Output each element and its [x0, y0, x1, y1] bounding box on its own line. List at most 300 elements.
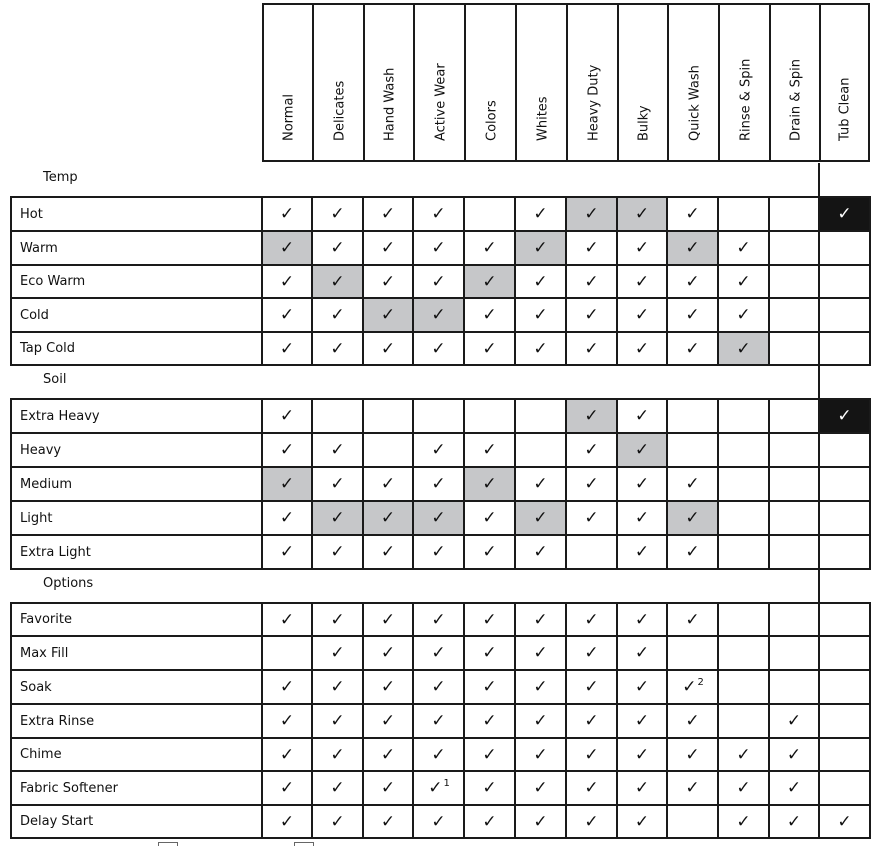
check-mark-icon: ✓: [533, 677, 548, 697]
table-cell: [516, 604, 565, 635]
table-cell: [414, 536, 463, 568]
check-mark-icon: ✓: [584, 440, 599, 460]
check-mark-icon: ✓: [330, 508, 345, 528]
check-mark-icon: ✓: [431, 811, 446, 832]
check-mark-icon: ✓: [584, 238, 599, 258]
check-mark-icon: ✓: [533, 744, 548, 765]
table-cell: [820, 198, 869, 230]
table-cell: [364, 266, 412, 297]
table-cell: [414, 739, 463, 770]
check-mark-icon: ✓: [431, 643, 446, 663]
check-mark-icon: ✓: [431, 305, 446, 325]
check-mark-icon: ✓: [634, 271, 650, 292]
table-cell: [516, 806, 565, 837]
check-mark-icon: ✓: [584, 474, 599, 494]
table-cell: [263, 772, 311, 804]
table-cell: [668, 772, 717, 804]
column-header: [617, 3, 669, 162]
table-cell: [414, 266, 463, 297]
column-header-label: Quick Wash: [687, 65, 702, 141]
table-cell: [516, 671, 565, 703]
table-cell: [263, 468, 311, 500]
table-cell: [820, 299, 869, 331]
row-label: Heavy: [20, 442, 62, 458]
table-cell: [364, 333, 412, 364]
table-cell: [820, 739, 869, 770]
check-mark-icon: ✓: [380, 778, 396, 798]
check-mark-icon: ✓: [380, 508, 396, 528]
row-label: Medium: [20, 476, 72, 492]
check-mark-icon: ✓: [330, 338, 345, 359]
table-cell: [668, 739, 717, 770]
table-cell: [668, 637, 717, 669]
check-mark-icon: ✓: [584, 711, 599, 731]
table-cell: [313, 806, 362, 837]
table-cell: [263, 604, 311, 635]
check-mark-icon: ✓: [279, 778, 295, 798]
check-mark-icon: ✓: [380, 204, 396, 224]
check-mark-icon: ✓: [279, 305, 295, 325]
check-mark-icon: ✓: [685, 542, 700, 562]
check-mark-icon: ✓: [482, 643, 497, 663]
table-cell: [567, 502, 616, 534]
table-cell: [618, 806, 666, 837]
column-header-label: Normal: [281, 93, 297, 141]
section-title: Temp: [43, 170, 78, 185]
column-header-label: Tub Clean: [837, 77, 852, 141]
table-cell: [414, 637, 463, 669]
check-mark-icon: ✓: [482, 677, 497, 697]
table-cell: [719, 671, 768, 703]
table-cell: [414, 333, 463, 364]
table-cell: [719, 266, 768, 297]
table-cell: [516, 637, 565, 669]
check-mark-icon: ✓: [431, 677, 446, 697]
table-cell: [364, 232, 412, 264]
table-cell: [414, 468, 463, 500]
table-cell: [516, 198, 565, 230]
check-mark-icon: ✓: [685, 508, 700, 528]
column-divider: [869, 398, 871, 570]
column-header: [667, 3, 720, 162]
table-cell: [618, 536, 666, 568]
check-mark-icon: ✓: [482, 542, 497, 562]
table-cell: [618, 739, 666, 770]
check-mark-icon: ✓: [431, 474, 446, 494]
column-header: [464, 3, 517, 162]
table-cell: [618, 468, 666, 500]
table-cell: [414, 232, 463, 264]
table-cell: [263, 671, 311, 703]
check-mark-icon: ✓: [330, 811, 345, 832]
table-cell: [668, 705, 717, 737]
column-divider: [818, 569, 820, 603]
column-header-label: Drain & Spin: [788, 59, 804, 141]
table-cell: [668, 806, 717, 837]
row-label: Eco Warm: [20, 274, 86, 289]
check-mark-icon: ✓: [330, 204, 345, 224]
table-cell: [567, 536, 616, 568]
row-label: Warm: [20, 240, 58, 256]
check-mark-icon: ✓: [431, 204, 446, 224]
table-cell: [414, 806, 463, 837]
check-mark-icon: ✓: [685, 238, 700, 258]
table-cell: [263, 299, 311, 331]
row-label: Extra Heavy: [20, 408, 100, 424]
table-cell: [719, 536, 768, 568]
check-mark-icon: ✓: [584, 643, 599, 663]
check-mark-icon: ✓: [736, 811, 751, 832]
check-mark-icon: ✓: [533, 271, 548, 292]
table-cell: [618, 772, 666, 804]
check-mark-icon: ✓: [533, 711, 548, 731]
check-mark-icon: ✓: [428, 778, 443, 798]
table-cell: [719, 333, 768, 364]
table-cell: [719, 637, 768, 669]
table-cell: [719, 468, 768, 500]
table-cell: [770, 772, 818, 804]
check-mark-icon: ✓: [380, 542, 396, 562]
table-cell: [313, 400, 362, 432]
check-mark-icon: ✓: [584, 609, 599, 630]
check-mark-icon: ✓: [380, 609, 396, 630]
table-cell: [618, 705, 666, 737]
check-mark-icon: ✓: [736, 305, 751, 325]
check-mark-icon: ✓: [634, 542, 650, 562]
table-cell: [770, 266, 818, 297]
column-header-label: Delicates: [332, 80, 347, 141]
check-mark-icon: ✓: [736, 238, 751, 258]
check-mark-icon: ✓: [279, 406, 295, 426]
table-cell: [263, 434, 311, 466]
column-header-label: Heavy Duty: [586, 64, 601, 141]
check-mark-icon: ✓: [330, 609, 345, 630]
check-mark-icon: ✓: [482, 744, 497, 765]
check-mark-icon: ✓: [736, 271, 751, 292]
check-mark-icon: ✓: [330, 542, 345, 562]
column-header-label: Rinse & Spin: [738, 58, 753, 141]
table-cell: [668, 198, 717, 230]
table-cell: [770, 536, 818, 568]
check-mark-icon: ✓: [634, 204, 650, 224]
check-mark-icon: ✓: [380, 474, 396, 494]
cropped-checkbox-icon: [158, 842, 178, 846]
table-cell: [719, 739, 768, 770]
table-cell: [313, 468, 362, 500]
table-cell: [263, 198, 311, 230]
row-label: Light: [20, 510, 53, 526]
check-mark-icon: ✓: [533, 811, 548, 832]
table-cell: [313, 232, 362, 264]
check-mark-icon: ✓: [634, 677, 650, 697]
check-mark-icon: ✓: [431, 711, 446, 731]
check-mark-icon: ✓: [482, 271, 497, 292]
check-mark-icon: ✓: [279, 271, 295, 292]
check-mark-icon: ✓: [279, 440, 295, 460]
table-cell: [465, 772, 514, 804]
column-header: [515, 3, 568, 162]
table-cell: [567, 232, 616, 264]
table-cell: [668, 400, 717, 432]
table-cell: [263, 333, 311, 364]
check-mark-icon: ✓: [279, 711, 295, 731]
table-cell: [820, 806, 869, 837]
table-cell: [364, 739, 412, 770]
table-cell: [313, 434, 362, 466]
table-cell: [364, 604, 412, 635]
check-mark-icon: ✓: [685, 305, 700, 325]
table-cell: [567, 299, 616, 331]
table-cell: [364, 772, 412, 804]
section-title: Soil: [43, 372, 67, 387]
table-cell: [820, 705, 869, 737]
table-cell: [263, 806, 311, 837]
table-cell: [770, 604, 818, 635]
table-cell: [567, 434, 616, 466]
table-cell: [313, 604, 362, 635]
table-cell: [770, 299, 818, 331]
table-cell: [263, 536, 311, 568]
table-cell: [618, 671, 666, 703]
table-cell: [618, 637, 666, 669]
check-mark-icon: ✓: [533, 305, 548, 325]
check-mark-icon: ✓: [584, 508, 599, 528]
table-cell: [719, 400, 768, 432]
check-mark-icon: ✓: [736, 778, 751, 798]
table-cell: [516, 266, 565, 297]
check-mark-icon: ✓: [533, 238, 548, 258]
check-mark-icon: ✓: [634, 338, 650, 359]
column-divider: [869, 196, 871, 366]
check-mark-icon: ✓: [482, 305, 497, 325]
check-mark-icon: ✓: [279, 204, 295, 224]
table-cell: [770, 705, 818, 737]
check-mark-icon: ✓: [431, 440, 446, 460]
check-mark-icon: ✓: [431, 744, 446, 765]
table-cell: [465, 299, 514, 331]
footnote-marker: 1: [443, 777, 450, 789]
row-label: Max Fill: [20, 645, 69, 661]
check-mark-icon: ✓: [380, 338, 396, 359]
table-cell: [516, 705, 565, 737]
column-header: [413, 3, 466, 162]
table-cell: [820, 637, 869, 669]
table-cell: [414, 671, 463, 703]
column-header: [769, 3, 821, 162]
table-cell: [618, 232, 666, 264]
table-cell: [770, 434, 818, 466]
check-mark-icon: ✓: [380, 305, 396, 325]
check-mark-icon: ✓: [533, 643, 548, 663]
table-cell: [516, 434, 565, 466]
table-cell: [719, 772, 768, 804]
table-cell: [719, 434, 768, 466]
table-cell: [516, 468, 565, 500]
check-mark-icon: ✓: [634, 508, 650, 528]
table-cell: [820, 333, 869, 364]
check-mark-icon: ✓: [431, 508, 446, 528]
section-title: Options: [43, 576, 94, 591]
check-mark-icon: ✓: [533, 778, 548, 798]
check-mark-icon: ✓: [330, 677, 345, 697]
check-mark-icon: ✓: [837, 204, 852, 224]
check-mark-icon: ✓: [482, 609, 497, 630]
table-cell: [364, 299, 412, 331]
table-cell: [820, 671, 869, 703]
table-cell: [263, 705, 311, 737]
table-cell: [313, 772, 362, 804]
check-mark-icon: ✓: [584, 744, 599, 765]
table-cell: [516, 333, 565, 364]
check-mark-icon: ✓: [431, 238, 446, 258]
column-header-label: Colors: [484, 100, 499, 141]
check-mark-icon: ✓: [482, 338, 497, 359]
check-mark-icon: ✓: [736, 338, 751, 359]
check-mark-icon: ✓: [685, 744, 700, 765]
check-mark-icon: ✓: [330, 711, 345, 731]
table-cell: [820, 604, 869, 635]
check-mark-icon: ✓: [330, 238, 345, 258]
table-cell: [820, 536, 869, 568]
row-label: Fabric Softener: [20, 780, 118, 796]
table-cell: [364, 434, 412, 466]
table-cell: [668, 434, 717, 466]
check-mark-icon: ✓: [685, 338, 700, 359]
check-mark-icon: ✓: [584, 811, 599, 832]
table-cell: [618, 198, 666, 230]
check-mark-icon: ✓: [482, 238, 497, 258]
table-cell: [567, 705, 616, 737]
table-cell: [668, 299, 717, 331]
check-mark-icon: ✓: [279, 508, 295, 528]
table-cell: [567, 772, 616, 804]
check-mark-icon: ✓: [533, 204, 548, 224]
table-cell: [567, 198, 616, 230]
check-mark-icon: ✓: [279, 744, 295, 765]
check-mark-icon: ✓: [279, 609, 295, 630]
table-cell: [516, 772, 565, 804]
table-cell: [465, 806, 514, 837]
table-cell: [618, 333, 666, 364]
check-mark-icon: ✓: [330, 474, 345, 494]
table-cell: [313, 637, 362, 669]
table-cell: [719, 198, 768, 230]
column-header: [262, 3, 314, 162]
row-label: Favorite: [20, 612, 72, 627]
check-mark-icon: ✓: [380, 744, 396, 765]
table-cell: [414, 502, 463, 534]
check-mark-icon: ✓: [533, 609, 548, 630]
check-mark-icon: ✓: [380, 238, 396, 258]
check-mark-icon: ✓: [584, 778, 599, 798]
table-cell: [567, 739, 616, 770]
check-mark-icon: ✓: [279, 811, 295, 832]
row-label: Extra Rinse: [20, 713, 95, 729]
check-mark-icon: ✓: [634, 406, 650, 426]
check-mark-icon: ✓: [685, 609, 700, 630]
table-cell: [820, 400, 869, 432]
table-cell: [820, 772, 869, 804]
table-cell: [313, 705, 362, 737]
table-cell: [465, 333, 514, 364]
check-mark-icon: ✓: [685, 204, 700, 224]
table-cell: [516, 232, 565, 264]
table-cell: [668, 536, 717, 568]
check-mark-icon: ✓: [380, 711, 396, 731]
check-mark-icon: ✓: [533, 508, 548, 528]
column-header-label: Whites: [535, 96, 550, 141]
check-mark-icon: ✓: [634, 440, 650, 460]
table-cell: [567, 637, 616, 669]
column-header: [312, 3, 365, 162]
table-cell: [719, 806, 768, 837]
table-cell: [567, 468, 616, 500]
table-cell: [263, 637, 311, 669]
table-cell: [618, 299, 666, 331]
table-cell: [414, 772, 463, 804]
check-mark-icon: ✓: [584, 677, 599, 697]
table-cell: [719, 705, 768, 737]
table-cell: [263, 400, 311, 432]
column-divider: [818, 365, 820, 399]
table-cell: [465, 604, 514, 635]
check-mark-icon: ✓: [279, 338, 295, 359]
check-mark-icon: ✓: [685, 271, 700, 292]
check-mark-icon: ✓: [330, 271, 345, 292]
table-cell: [668, 671, 717, 703]
table-cell: [770, 400, 818, 432]
row-label: Hot: [20, 206, 43, 222]
check-mark-icon: ✓: [482, 440, 497, 460]
check-mark-icon: ✓: [837, 406, 852, 426]
table-cell: [313, 671, 362, 703]
table-cell: [668, 333, 717, 364]
check-mark-icon: ✓: [634, 609, 650, 630]
table-cell: [618, 434, 666, 466]
table-cell: [516, 400, 565, 432]
table-cell: [313, 536, 362, 568]
table-cell: [516, 536, 565, 568]
table-cell: [465, 739, 514, 770]
check-mark-icon: ✓: [279, 677, 295, 697]
table-cell: [618, 400, 666, 432]
column-header-label: Active Wear: [433, 63, 448, 141]
table-cell: [567, 333, 616, 364]
table-cell: [465, 468, 514, 500]
table-cell: [414, 198, 463, 230]
table-cell: [364, 637, 412, 669]
table-cell: [465, 502, 514, 534]
check-mark-icon: ✓: [482, 811, 497, 832]
column-divider: [869, 602, 871, 839]
column-header-label: Hand Wash: [382, 67, 398, 141]
table-cell: [263, 739, 311, 770]
column-header: [566, 3, 619, 162]
check-mark-icon: ✓: [330, 643, 345, 663]
check-mark-icon: ✓: [380, 811, 396, 832]
table-cell: [618, 604, 666, 635]
check-mark-icon: ✓: [685, 778, 700, 798]
check-mark-icon: ✓: [584, 305, 599, 325]
table-cell: [516, 299, 565, 331]
table-cell: [668, 502, 717, 534]
table-cell: [516, 502, 565, 534]
check-mark-icon: ✓: [685, 711, 700, 731]
check-mark-icon: ✓: [482, 474, 497, 494]
table-cell: [364, 468, 412, 500]
check-mark-icon: ✓: [634, 643, 650, 663]
table-cell: [313, 502, 362, 534]
